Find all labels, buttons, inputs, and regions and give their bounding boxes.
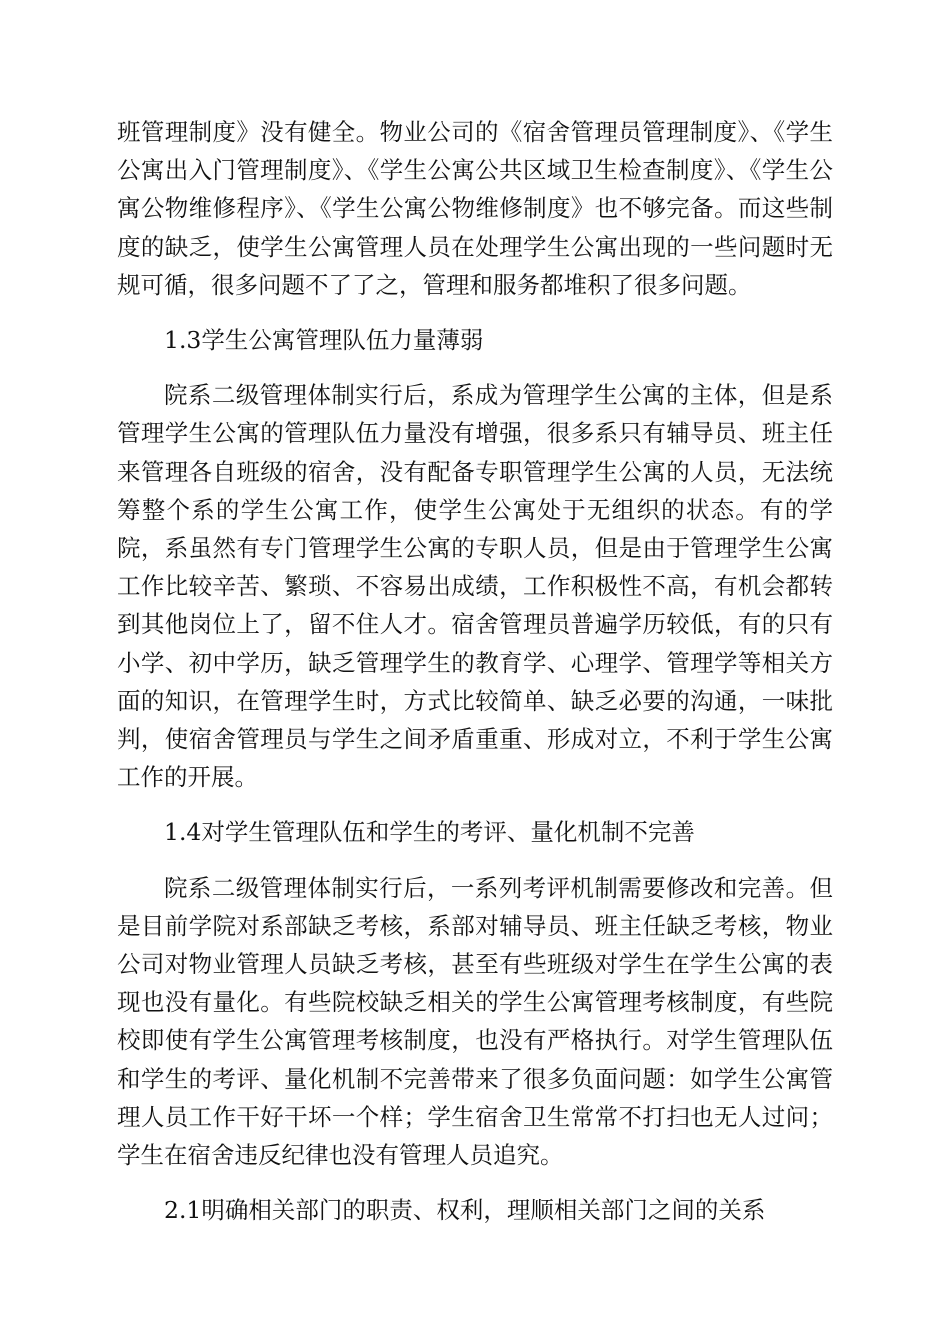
document-page — [117, 113, 833, 1229]
paragraph-management-team: 院系二级管理体制实行后，系成为管理学生公寓的主体，但是系管理学生公寓的管理队伍力量没有增强，很多系只有辅导员、班主任来管理各自班级的宿舍，没有配备专职管理学生公寓的人员，无法统筹整个系的学生公寓工作，使学生公寓处于无组织的状态。有的学院，系虽然有专门管理学生公寓的专职人员，但是由于管理学生公寓工作比较辛苦、繁琐、不容易出成绩，工作积极性不高，有机会都转到其他岗位上了，留不住人才。宿舍管理员普遍学历较低，有的只有小学、初中学历，缺乏管理学生的教育学、心理学、管理学等相关方面的知识，在管理学生时，方式比较简单、缺乏必要的沟通，一味批判，使宿舍管理员与学生之间矛盾重重、形成对立，不利于学生公寓工作的开展。 — [117, 381, 833, 792]
section-heading-1-3: 1.3学生公寓管理队伍力量薄弱 — [164, 326, 484, 355]
section-heading-2-1: 2.1明确相关部门的职责、权利，理顺相关部门之间的关系 — [164, 1196, 766, 1225]
paragraph-evaluation-mechanism: 院系二级管理体制实行后，一系列考评机制需要修改和完善。但是目前学院对系部缺乏考核，系部对辅导员、班主任缺乏考核，物业公司对物业管理人员缺乏考核，甚至有些班级对学生在学生公寓的表现也没有量化。有些院校缺乏相关的学生公寓管理考核制度，有些院校即使有学生公寓管理考核制度，也没有严格执行。对学生管理队伍和学生的考评、量化机制不完善带来了很多负面问题：如学生公寓管理人员工作干好干坏一个样；学生宿舍卫生常常不打扫也无人过问；学生在宿舍违反纪律也没有管理人员追究。 — [117, 873, 833, 1170]
section-heading-1-4: 1.4对学生管理队伍和学生的考评、量化机制不完善 — [164, 818, 695, 847]
paragraph-dorm-regulations: 班管理制度》没有健全。物业公司的《宿舍管理员管理制度》、《学生公寓出入门管理制度》、《学生公寓公共区域卫生检查制度》、《学生公寓公物维修程序》、《学生公寓公物维修制度》也不够完备。而这些制度的缺乏，使学生公寓管理人员在处理学生公寓出现的一些问题时无规可循，很多问题不了了之，管理和服务都堆积了很多问题。 — [117, 118, 833, 299]
